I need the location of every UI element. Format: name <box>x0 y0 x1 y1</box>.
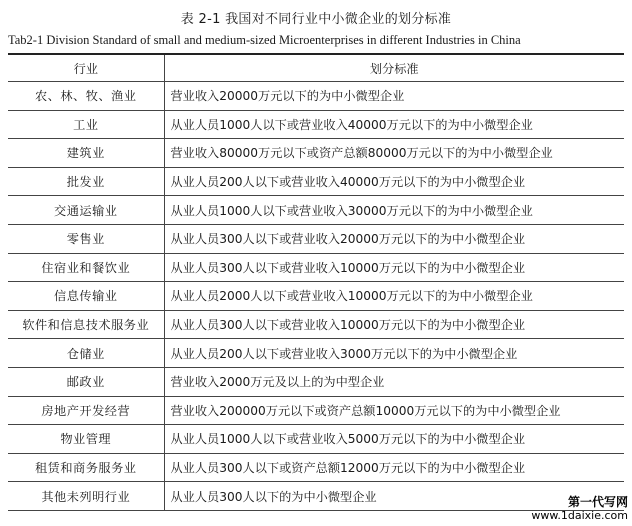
table-row <box>8 253 624 282</box>
industry-cell: 农、林、牧、渔业 <box>8 82 164 111</box>
criterion-cell: 营业收入80000万元以下或资产总额80000万元以下的为中小微型企业 <box>164 139 624 168</box>
watermark <box>531 496 628 522</box>
header-criterion: 划分标准 <box>164 54 624 82</box>
table-row <box>8 139 624 168</box>
table-row <box>8 396 624 425</box>
table-row <box>8 282 624 311</box>
criterion-cell: 从业人员1000人以下或营业收入40000万元以下的为中小微型企业 <box>164 110 624 139</box>
industry-cell: 建筑业 <box>8 139 164 168</box>
criterion-cell: 从业人员1000人以下或营业收入5000万元以下的为中小微型企业 <box>164 425 624 454</box>
industry-cell: 仓储业 <box>8 339 164 368</box>
table-row <box>8 425 624 454</box>
industry-cell: 房地产开发经营 <box>8 396 164 425</box>
industry-cell: 软件和信息技术服务业 <box>8 310 164 339</box>
table-row <box>8 82 624 111</box>
criterion-cell: 从业人员200人以下或营业收入3000万元以下的为中小微型企业 <box>164 339 624 368</box>
industry-cell: 信息传输业 <box>8 282 164 311</box>
criterion-cell: 从业人员300人以下或营业收入10000万元以下的为中小微型企业 <box>164 310 624 339</box>
industry-cell: 住宿业和餐饮业 <box>8 253 164 282</box>
criterion-cell: 营业收入200000万元以下或资产总额10000万元以下的为中小微型企业 <box>164 396 624 425</box>
table-title-cn: 表 2-1 我国对不同行业中小微企业的划分标准 <box>180 12 452 27</box>
table-row <box>8 310 624 339</box>
industry-cell: 交通运输业 <box>8 196 164 225</box>
industry-cell: 批发业 <box>8 167 164 196</box>
division-standard-table <box>8 53 624 511</box>
criterion-cell: 从业人员2000人以下或营业收入10000万元以下的为中小微型企业 <box>164 282 624 311</box>
criterion-cell: 从业人员300人以下或营业收入20000万元以下的为中小微型企业 <box>164 224 624 253</box>
industry-cell: 邮政业 <box>8 367 164 396</box>
industry-cell: 租赁和商务服务业 <box>8 453 164 482</box>
criterion-cell: 营业收入20000万元以下的为中小微型企业 <box>164 82 624 111</box>
criterion-cell: 从业人员300人以下的为中小微型企业 <box>164 482 624 511</box>
table-title-en: Tab2-1 Division Standard of small and medium-sized Microenterprises in different Industries in China <box>8 33 521 47</box>
table-row <box>8 110 624 139</box>
table-row <box>8 367 624 396</box>
criterion-cell: 营业收入2000万元及以上的为中型企业 <box>164 367 624 396</box>
table-row <box>8 224 624 253</box>
watermark-site-name: 第一代写网 <box>567 495 628 509</box>
industry-cell: 零售业 <box>8 224 164 253</box>
criterion-cell: 从业人员300人以下或营业收入10000万元以下的为中小微型企业 <box>164 253 624 282</box>
header-industry: 行业 <box>8 54 164 82</box>
industry-cell: 物业管理 <box>8 425 164 454</box>
criterion-cell: 从业人员1000人以下或营业收入30000万元以下的为中小微型企业 <box>164 196 624 225</box>
table-header-row <box>8 54 624 82</box>
table-row <box>8 453 624 482</box>
table-row <box>8 167 624 196</box>
industry-cell: 其他未列明行业 <box>8 482 164 511</box>
criterion-cell: 从业人员300人以下或资产总额12000万元以下的为中小微型企业 <box>164 453 624 482</box>
table-row <box>8 339 624 368</box>
watermark-url: www.1daixie.com <box>531 509 628 522</box>
criterion-cell: 从业人员200人以下或营业收入40000万元以下的为中小微型企业 <box>164 167 624 196</box>
table-row <box>8 196 624 225</box>
industry-cell: 工业 <box>8 110 164 139</box>
